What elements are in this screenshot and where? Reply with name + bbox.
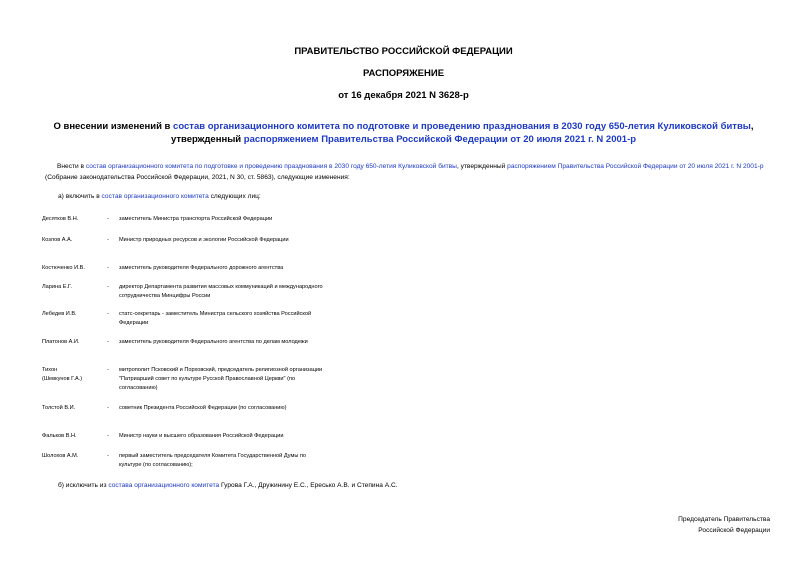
item-b-suffix: Гурова Г.А., Дружинину Е.С., Ересько А.В. и Степина А.С. xyxy=(219,482,398,489)
member-name: Козлов А.А. xyxy=(42,237,73,243)
member-dash: - xyxy=(107,265,109,271)
signature-block xyxy=(678,514,770,536)
member-position: статс-секретарь - заместитель Министра сельского хозяйства Российской Федерации xyxy=(119,311,312,326)
government-heading: ПРАВИТЕЛЬСТВО РОССИЙСКОЙ ФЕДЕРАЦИИ xyxy=(294,46,513,57)
member-position: Министр науки и высшего образования Российской Федерации xyxy=(119,433,284,439)
member-dash: - xyxy=(107,284,109,290)
member-name: Фальков В.Н. xyxy=(42,433,77,439)
member-dash: - xyxy=(107,367,109,373)
title-text-part1: О внесении изменений в xyxy=(53,121,174,132)
item-b xyxy=(58,482,398,489)
document-date-number: от 16 декабря 2021 N 3628-р xyxy=(338,90,469,101)
member-dash: - xyxy=(107,237,109,243)
title-committee-link[interactable]: состав организационного комитета по подготовке и проведению празднования в 2030 году 650-летия Куликовской битвы xyxy=(173,121,751,132)
intro-paragraph xyxy=(45,161,775,183)
member-position: заместитель руководителя Федерального агентства по делам молодежи xyxy=(119,339,308,345)
member-dash: - xyxy=(107,311,109,317)
member-dash: - xyxy=(107,339,109,345)
member-position: митрополит Псковский и Порховский, председатель религиозной организации "Патриарший совет по культуре Русской Православной Церкви" (по согласованию) xyxy=(119,367,323,391)
item-b-prefix: б) исключить из xyxy=(58,482,109,489)
intro-committee-link[interactable]: состав организационного комитета по подготовке и проведению празднования в 2030 году 650-летия Куликовской битвы xyxy=(85,163,457,170)
title-text-part2: , утвержденный xyxy=(170,121,754,145)
intro-text-part1: Внести в xyxy=(57,163,86,170)
intro-text-part3: (Собрание законодательства Российской Федерации, 2021, N 30, ст. 5863), следующие изменения: xyxy=(45,174,350,181)
member-name-line1: Тихон xyxy=(42,367,58,373)
title-decree-link[interactable]: распоряжением Правительства Российской Федерации от 20 июля 2021 г. N 2001-р xyxy=(243,134,637,145)
member-name: Костюченко И.В. xyxy=(42,265,85,271)
member-position: Министр природных ресурсов и экологии Российской Федерации xyxy=(119,237,289,243)
member-name xyxy=(42,366,107,384)
member-dash: - xyxy=(107,433,109,439)
item-a-committee-link[interactable]: состав организационного комитета xyxy=(101,193,209,200)
document-title xyxy=(30,120,777,146)
member-dash: - xyxy=(107,453,109,459)
item-b-committee-link[interactable]: состава организационного комитета xyxy=(108,482,220,489)
intro-decree-link[interactable]: распоряжением Правительства Российской Федерации от 20 июля 2021 г. N 2001-р xyxy=(507,163,764,170)
signature-line1: Председатель Правительства xyxy=(678,516,770,523)
member-name: Ларина Е.Г. xyxy=(42,284,72,290)
item-a-suffix: следующих лиц: xyxy=(208,193,261,200)
signature-line2: Российской Федерации xyxy=(698,527,770,534)
member-position: советник Президента Российской Федерации (по согласованию) xyxy=(119,405,287,411)
member-name: Толстой В.И. xyxy=(42,405,76,411)
intro-text-part2: , утвержденный xyxy=(456,163,508,170)
item-a-prefix: а) включить в xyxy=(58,193,102,200)
member-name-line2: (Шевкунов Г.А.) xyxy=(42,376,83,382)
document-type-heading: РАСПОРЯЖЕНИЕ xyxy=(362,68,445,79)
member-position: директор Департамента развития массовых коммуникаций и международного сотрудничества Минцифры России xyxy=(119,284,323,299)
member-name: Платонов А.И. xyxy=(42,339,80,345)
member-position: первый заместитель председателя Комитета Государственной Думы по культуре (по согласованию); xyxy=(119,453,307,468)
item-a xyxy=(58,193,261,200)
member-dash: - xyxy=(107,216,109,222)
member-dash: - xyxy=(107,405,109,411)
member-name: Лебедев И.В. xyxy=(42,311,77,317)
member-position: заместитель Министра транспорта Российской Федерации xyxy=(119,216,273,222)
member-name: Шолохов А.М. xyxy=(42,453,79,459)
member-name: Десятков В.Н. xyxy=(42,216,79,222)
member-position: заместитель руководителя Федерального дорожного агентства xyxy=(119,265,284,271)
